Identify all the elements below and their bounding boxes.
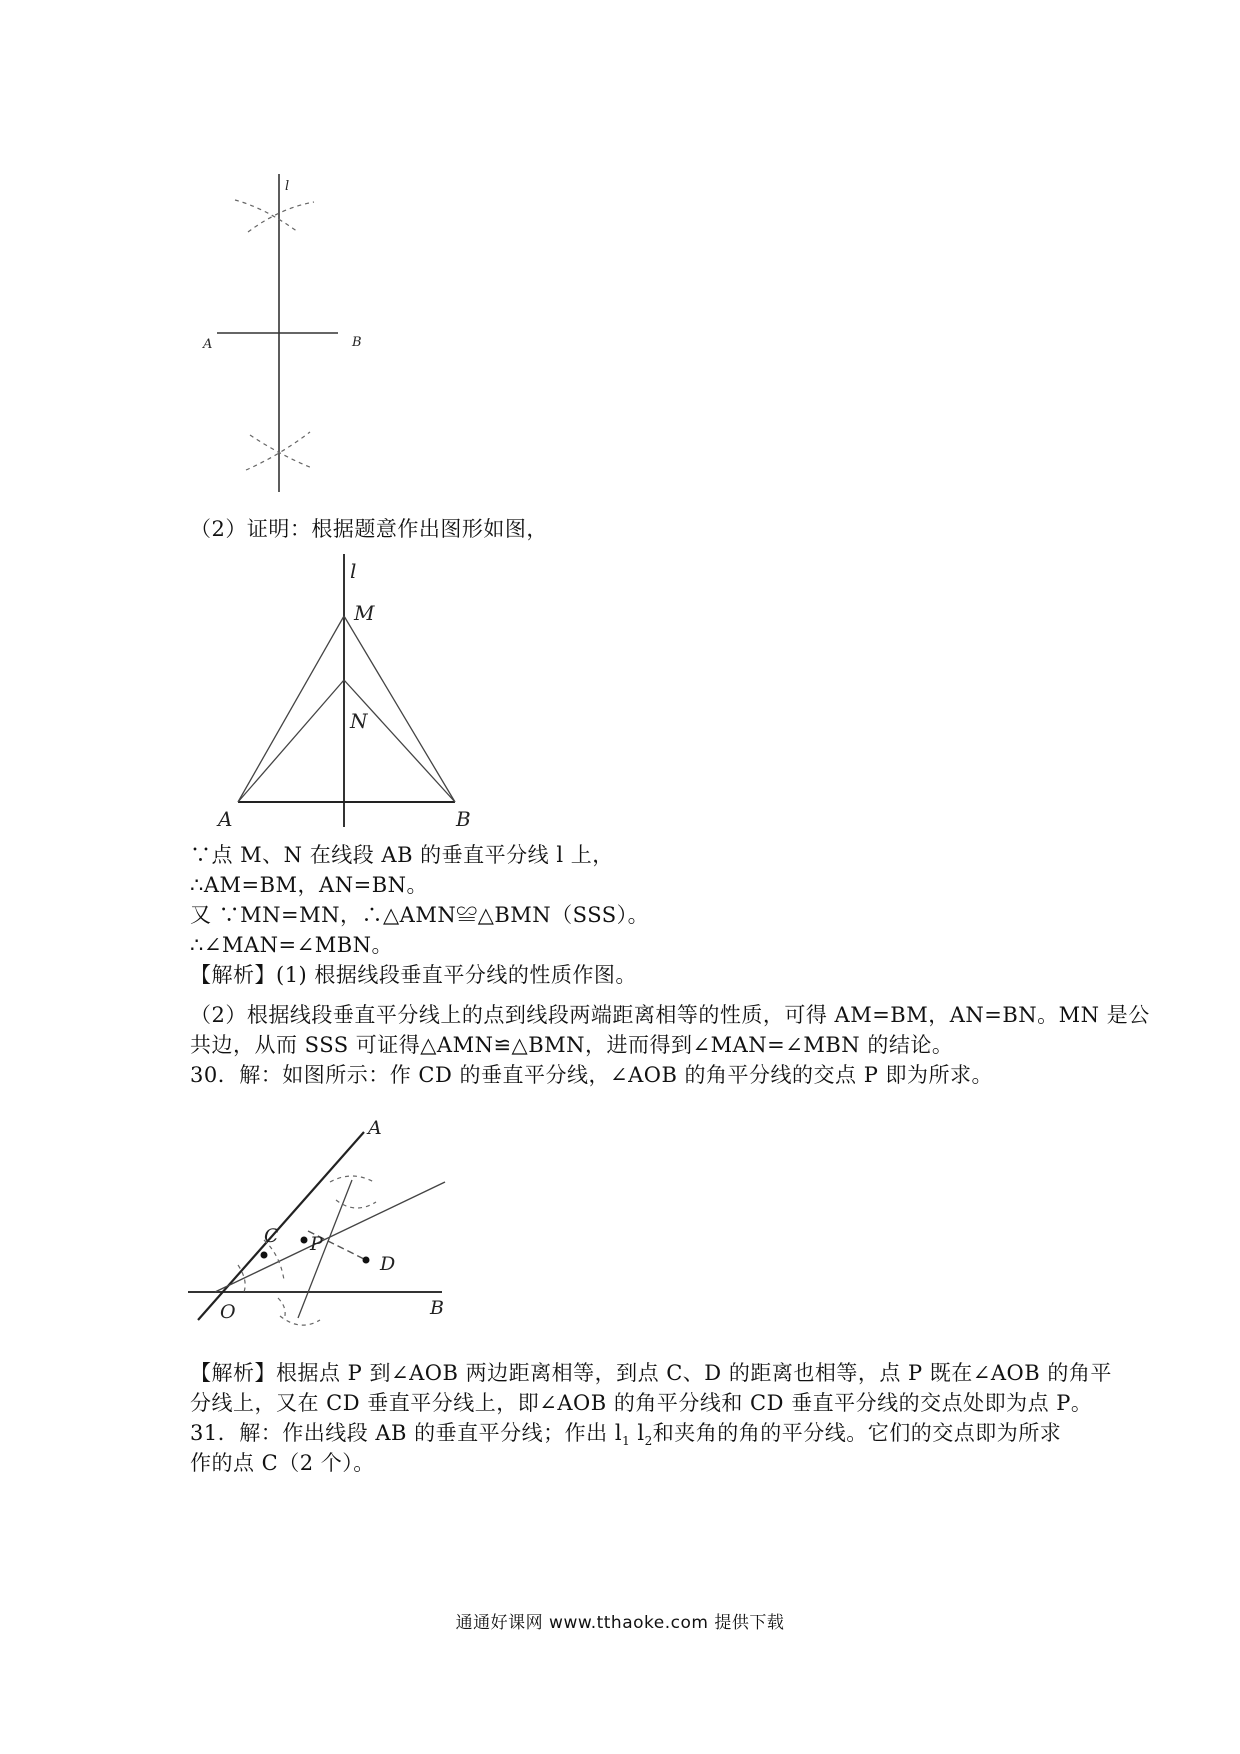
proof-line: 又 ∵MN=MN，∴△AMN≌△BMN（SSS）。: [190, 903, 650, 927]
proof-line: ∴AM=BM，AN=BN。: [190, 873, 429, 897]
analysis-line: （2）根据线段垂直平分线上的点到线段两端距离相等的性质，可得 AM=BM，AN=BN。MN 是公: [190, 1003, 1150, 1027]
line-l-label: l: [285, 179, 290, 194]
analysis-30-line: 【解析】根据点 P 到∠AOB 两边距离相等，到点 C、D 的距离也相等，点 P 既在∠AOB 的角平: [190, 1361, 1112, 1385]
subscript: 1: [622, 1434, 631, 1449]
solution-31-part: 31．解：作出线段 AB 的垂直平分线；作出 l: [190, 1421, 623, 1445]
analysis-30-line: 分线上，又在 CD 垂直平分线上，即∠AOB 的角平分线和 CD 垂直平分线的交点处即为点 P。: [190, 1391, 1093, 1415]
point-a-label: A: [218, 807, 233, 831]
figure-congruent-triangles: [210, 552, 490, 832]
point-a-label: A: [203, 337, 213, 352]
proof-line: ∵点 M、N 在线段 AB 的垂直平分线 l 上，: [190, 843, 614, 867]
point-d-label: D: [380, 1253, 396, 1275]
solution-31-part: 和夹角的角的平分线。它们的交点即为所求: [652, 1421, 1062, 1445]
analysis-line: 共边，从而 SSS 可证得△AMN≌△BMN，进而得到∠MAN=∠MBN 的结论。: [190, 1033, 954, 1057]
solution-31-part: l: [630, 1421, 645, 1445]
proof2-intro: （2）证明：根据题意作出图形如图，: [190, 517, 548, 541]
analysis-line: 【解析】(1) 根据线段垂直平分线的性质作图。: [190, 963, 637, 987]
point-n-label: N: [350, 709, 368, 733]
proof-line: ∴∠MAN=∠MBN。: [190, 933, 394, 957]
page-footer: 通通好课网 www.tthaoke.com 提供下载: [455, 1613, 785, 1633]
point-b-label: B: [430, 1297, 444, 1319]
subscript: 2: [644, 1434, 653, 1449]
point-c-label: C: [264, 1225, 279, 1247]
point-b-label: B: [456, 807, 471, 831]
solution-31-line2: 作的点 C（2 个）。: [190, 1451, 375, 1475]
point-b-label: B: [352, 335, 362, 350]
point-o-label: O: [220, 1301, 236, 1323]
point-a-label: A: [368, 1120, 382, 1139]
figure-angle-bisector: [180, 1120, 460, 1350]
point-p-label: P: [310, 1233, 323, 1255]
figure-perpendicular-bisector: [180, 170, 380, 500]
point-m-label: M: [354, 601, 375, 625]
line-l-label: l: [350, 559, 357, 583]
solution-30-line: 30．解：如图所示：作 CD 的垂直平分线，∠AOB 的角平分线的交点 P 即为所求。: [190, 1063, 994, 1087]
